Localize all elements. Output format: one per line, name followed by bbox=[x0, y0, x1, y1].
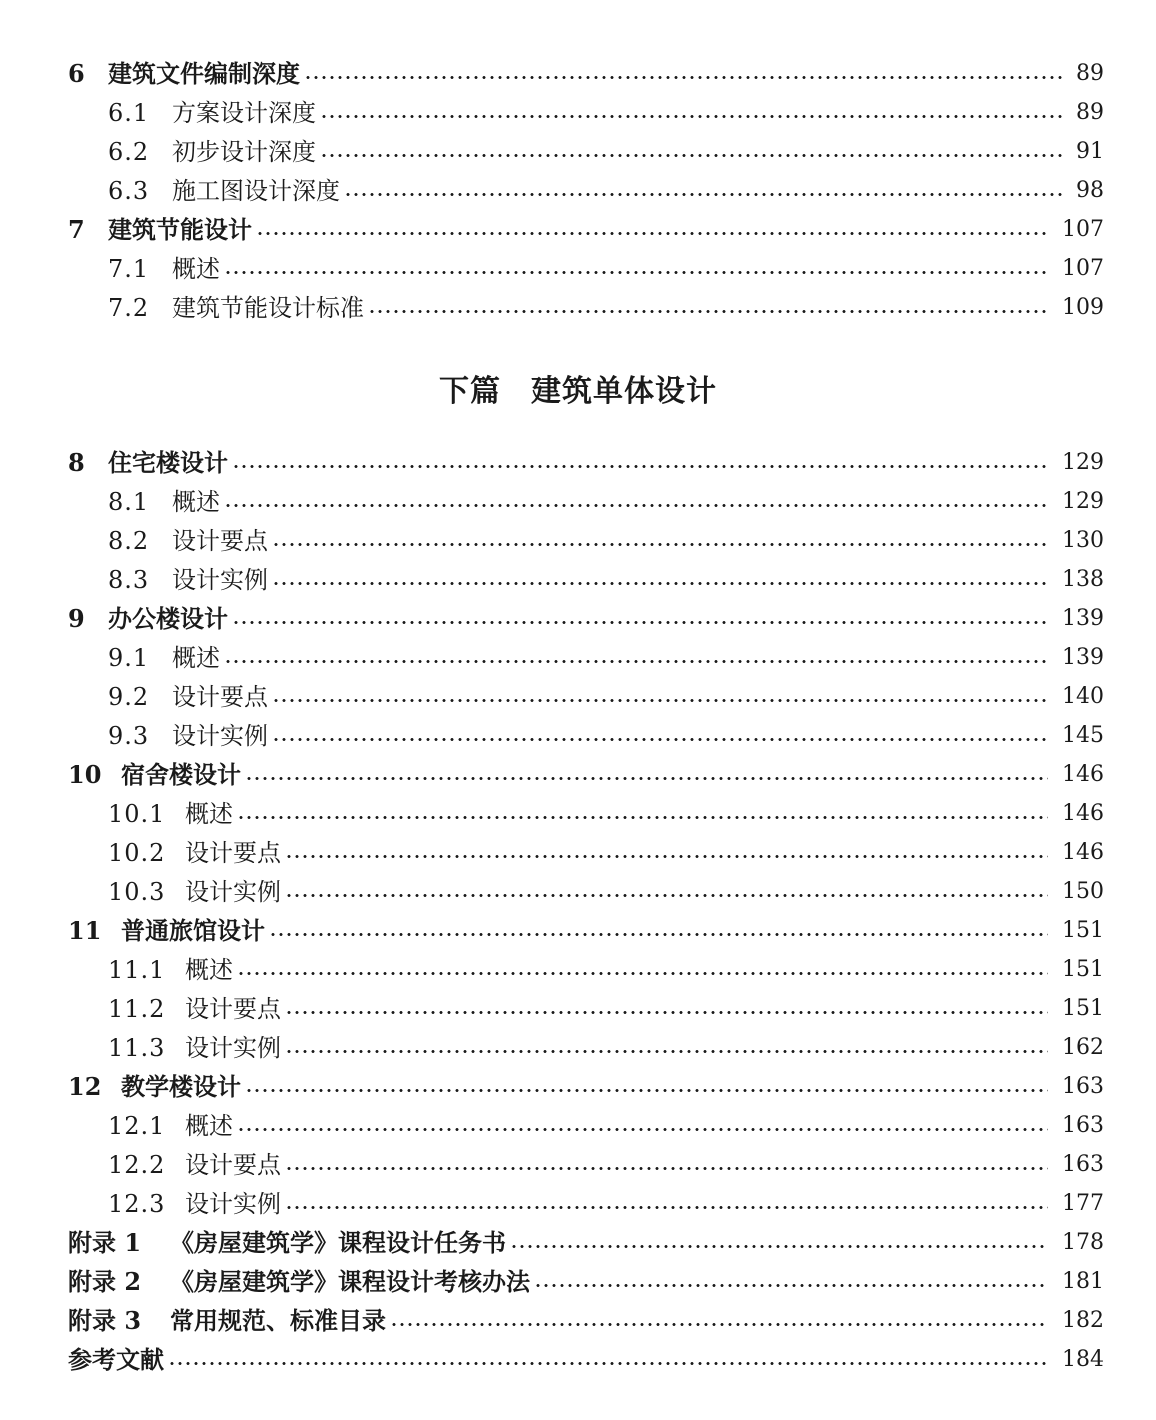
entry-number: 9.1 bbox=[108, 644, 150, 672]
entry-title: 设计要点 bbox=[172, 527, 268, 555]
entry-title: 常用规范、标准目录 bbox=[170, 1306, 386, 1335]
entry-page-number: 89 bbox=[1076, 61, 1104, 86]
dot-leader bbox=[320, 154, 1062, 157]
entry-number: 10.1 bbox=[108, 800, 166, 828]
toc-entry-section-11-1[interactable] bbox=[108, 951, 1104, 989]
entry-title: 方案设计深度 bbox=[172, 99, 316, 127]
entry-title: 设计实例 bbox=[185, 878, 281, 906]
part-title: 建筑单体设计 bbox=[531, 374, 717, 409]
dot-leader bbox=[232, 465, 1048, 468]
entry-title: 设计要点 bbox=[172, 683, 268, 711]
dot-leader bbox=[390, 1323, 1048, 1326]
entry-number: 附录 1 bbox=[68, 1228, 142, 1257]
entry-page-number: 163 bbox=[1062, 1113, 1104, 1138]
entry-page-number: 146 bbox=[1062, 801, 1104, 826]
entry-number: 8.1 bbox=[108, 488, 150, 516]
entry-number: 6.3 bbox=[108, 177, 150, 205]
dot-leader bbox=[237, 816, 1048, 819]
toc-entry-appendix-3[interactable] bbox=[68, 1302, 1104, 1340]
dot-leader bbox=[285, 1167, 1048, 1170]
dot-leader bbox=[285, 855, 1048, 858]
entry-title: 概述 bbox=[172, 488, 220, 516]
entry-number: 10 bbox=[68, 760, 102, 789]
dot-leader bbox=[534, 1284, 1048, 1287]
entry-number: 7 bbox=[68, 215, 85, 244]
toc-entry-chapter-9[interactable] bbox=[68, 600, 1104, 638]
part-heading bbox=[0, 366, 1156, 410]
toc-entry-section-12-3[interactable] bbox=[108, 1185, 1104, 1223]
entry-title: 《房屋建筑学》课程设计任务书 bbox=[170, 1228, 506, 1257]
entry-title: 概述 bbox=[172, 255, 220, 283]
entry-page-number: 107 bbox=[1062, 256, 1104, 281]
entry-page-number: 139 bbox=[1062, 606, 1104, 631]
entry-page-number: 178 bbox=[1062, 1230, 1104, 1255]
toc-entry-section-10-3[interactable] bbox=[108, 873, 1104, 911]
entry-title: 概述 bbox=[185, 800, 233, 828]
toc-entry-section-8-3[interactable] bbox=[108, 561, 1104, 599]
entry-page-number: 129 bbox=[1062, 489, 1104, 514]
toc-entry-chapter-11[interactable] bbox=[68, 912, 1104, 950]
entry-number: 11 bbox=[68, 916, 102, 945]
toc-entry-section-9-2[interactable] bbox=[108, 678, 1104, 716]
dot-leader bbox=[272, 543, 1048, 546]
entry-number: 12 bbox=[68, 1072, 102, 1101]
entry-number: 9 bbox=[68, 604, 85, 633]
entry-page-number: 163 bbox=[1062, 1152, 1104, 1177]
entry-title: 设计要点 bbox=[185, 995, 281, 1023]
dot-leader bbox=[344, 193, 1062, 196]
entry-page-number: 151 bbox=[1062, 996, 1104, 1021]
entry-title: 设计实例 bbox=[172, 722, 268, 750]
toc-entry-section-10-2[interactable] bbox=[108, 834, 1104, 872]
toc-entry-section-6-1[interactable] bbox=[108, 94, 1104, 132]
entry-page-number: 162 bbox=[1062, 1035, 1104, 1060]
dot-leader bbox=[237, 1128, 1048, 1131]
toc-entry-appendix-1[interactable] bbox=[68, 1224, 1104, 1262]
entry-page-number: 163 bbox=[1062, 1074, 1104, 1099]
entry-number: 11.1 bbox=[108, 956, 166, 984]
entry-page-number: 150 bbox=[1062, 879, 1104, 904]
entry-title: 设计要点 bbox=[185, 1151, 281, 1179]
entry-number: 8.3 bbox=[108, 566, 150, 594]
dot-leader bbox=[285, 1050, 1048, 1053]
toc-entry-section-11-3[interactable] bbox=[108, 1029, 1104, 1067]
entry-page-number: 98 bbox=[1076, 178, 1104, 203]
entry-title: 设计要点 bbox=[185, 839, 281, 867]
toc-entry-chapter-8[interactable] bbox=[68, 444, 1104, 482]
toc-entry-section-6-3[interactable] bbox=[108, 172, 1104, 210]
entry-page-number: 151 bbox=[1062, 957, 1104, 982]
dot-leader bbox=[237, 972, 1048, 975]
entry-page-number: 89 bbox=[1076, 100, 1104, 125]
entry-number: 10.3 bbox=[108, 878, 166, 906]
dot-leader bbox=[285, 894, 1048, 897]
entry-title: 教学楼设计 bbox=[121, 1072, 241, 1101]
toc-entry-chapter-12[interactable] bbox=[68, 1068, 1104, 1106]
toc-entry-section-9-1[interactable] bbox=[108, 639, 1104, 677]
entry-page-number: 139 bbox=[1062, 645, 1104, 670]
entry-number: 9.2 bbox=[108, 683, 150, 711]
dot-leader bbox=[510, 1245, 1048, 1248]
dot-leader bbox=[224, 660, 1048, 663]
entry-title: 普通旅馆设计 bbox=[121, 916, 265, 945]
entry-number: 6 bbox=[68, 59, 85, 88]
entry-page-number: 109 bbox=[1062, 295, 1104, 320]
entry-number: 12.1 bbox=[108, 1112, 166, 1140]
entry-title: 概述 bbox=[172, 644, 220, 672]
dot-leader bbox=[256, 232, 1048, 235]
entry-page-number: 129 bbox=[1062, 450, 1104, 475]
entry-page-number: 145 bbox=[1062, 723, 1104, 748]
toc-entry-section-10-1[interactable] bbox=[108, 795, 1104, 833]
toc-entry-chapter-7[interactable] bbox=[68, 211, 1104, 249]
entry-page-number: 151 bbox=[1062, 918, 1104, 943]
toc-entry-section-9-3[interactable] bbox=[108, 717, 1104, 755]
entry-title: 建筑节能设计标准 bbox=[172, 294, 364, 322]
entry-page-number: 177 bbox=[1062, 1191, 1104, 1216]
entry-title: 概述 bbox=[185, 956, 233, 984]
entry-number: 10.2 bbox=[108, 839, 166, 867]
entry-number: 11.3 bbox=[108, 1034, 166, 1062]
toc-entry-chapter-6[interactable] bbox=[68, 55, 1104, 93]
entry-title: 设计实例 bbox=[185, 1190, 281, 1218]
toc-entry-section-8-2[interactable] bbox=[108, 522, 1104, 560]
toc-entry-section-7-1[interactable] bbox=[108, 250, 1104, 288]
toc-entry-section-12-1[interactable] bbox=[108, 1107, 1104, 1145]
toc-entry-section-6-2[interactable] bbox=[108, 133, 1104, 171]
entry-page-number: 146 bbox=[1062, 762, 1104, 787]
entry-title: 建筑文件编制深度 bbox=[108, 59, 300, 88]
entry-page-number: 146 bbox=[1062, 840, 1104, 865]
entry-page-number: 140 bbox=[1062, 684, 1104, 709]
entry-page-number: 182 bbox=[1062, 1308, 1104, 1333]
entry-number: 附录 3 bbox=[68, 1306, 142, 1335]
dot-leader bbox=[272, 738, 1048, 741]
dot-leader bbox=[368, 310, 1048, 313]
entry-title: 建筑节能设计 bbox=[108, 215, 252, 244]
entry-page-number: 181 bbox=[1062, 1269, 1104, 1294]
entry-title: 参考文献 bbox=[68, 1345, 164, 1374]
entry-title: 初步设计深度 bbox=[172, 138, 316, 166]
entry-number: 12.2 bbox=[108, 1151, 166, 1179]
entry-page-number: 138 bbox=[1062, 567, 1104, 592]
dot-leader bbox=[320, 115, 1062, 118]
entry-number: 12.3 bbox=[108, 1190, 166, 1218]
dot-leader bbox=[304, 76, 1062, 79]
entry-title: 施工图设计深度 bbox=[172, 177, 340, 205]
entry-title: 设计实例 bbox=[172, 566, 268, 594]
entry-number: 附录 2 bbox=[68, 1267, 142, 1296]
toc-entry-section-8-1[interactable] bbox=[108, 483, 1104, 521]
entry-title: 办公楼设计 bbox=[108, 604, 228, 633]
entry-title: 概述 bbox=[185, 1112, 233, 1140]
entry-number: 8.2 bbox=[108, 527, 150, 555]
part-label: 下篇 bbox=[439, 374, 501, 409]
entry-title: 《房屋建筑学》课程设计考核办法 bbox=[170, 1267, 530, 1296]
entry-page-number: 91 bbox=[1076, 139, 1104, 164]
dot-leader bbox=[224, 504, 1048, 507]
entry-page-number: 184 bbox=[1062, 1347, 1104, 1372]
dot-leader bbox=[224, 271, 1048, 274]
entry-title: 宿舍楼设计 bbox=[121, 760, 241, 789]
dot-leader bbox=[245, 777, 1048, 780]
entry-number: 7.2 bbox=[108, 294, 150, 322]
entry-page-number: 107 bbox=[1062, 217, 1104, 242]
entry-number: 8 bbox=[68, 448, 85, 477]
toc-entry-references[interactable] bbox=[68, 1341, 1104, 1379]
entry-number: 7.1 bbox=[108, 255, 150, 283]
dot-leader bbox=[272, 699, 1048, 702]
entry-title: 住宅楼设计 bbox=[108, 448, 228, 477]
entry-number: 6.2 bbox=[108, 138, 150, 166]
toc-entry-section-11-2[interactable] bbox=[108, 990, 1104, 1028]
entry-title: 设计实例 bbox=[185, 1034, 281, 1062]
toc-entry-section-12-2[interactable] bbox=[108, 1146, 1104, 1184]
dot-leader bbox=[285, 1206, 1048, 1209]
dot-leader bbox=[168, 1362, 1048, 1365]
dot-leader bbox=[269, 933, 1048, 936]
dot-leader bbox=[245, 1089, 1048, 1092]
entry-page-number: 130 bbox=[1062, 528, 1104, 553]
entry-number: 11.2 bbox=[108, 995, 166, 1023]
entry-number: 9.3 bbox=[108, 722, 150, 750]
toc-entry-chapter-10[interactable] bbox=[68, 756, 1104, 794]
toc-entry-section-7-2[interactable] bbox=[108, 289, 1104, 327]
dot-leader bbox=[272, 582, 1048, 585]
toc-entry-appendix-2[interactable] bbox=[68, 1263, 1104, 1301]
dot-leader bbox=[285, 1011, 1048, 1014]
entry-number: 6.1 bbox=[108, 99, 150, 127]
dot-leader bbox=[232, 621, 1048, 624]
